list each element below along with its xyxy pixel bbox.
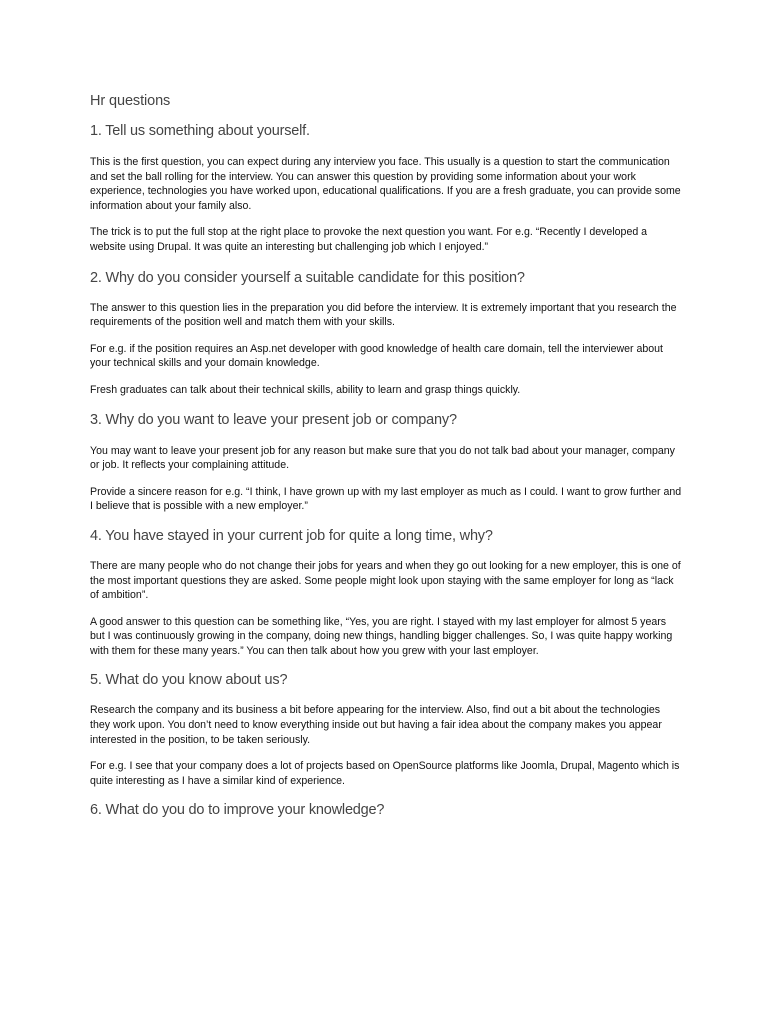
answer-paragraph-2a: The answer to this question lies in the preparation you did before the interview. It is extremely important that you research the requirements of the position well and match them with your skills.	[90, 301, 677, 329]
document-title: Hr questions	[90, 93, 171, 109]
answer-paragraph-3b: Provide a sincere reason for e.g. “I think, I have grown up with my last employer as much as I could. I want to grow further and I believe that is possible with a new employer.”	[90, 485, 682, 513]
answer-paragraph-3a: You may want to leave your present job for any reason but make sure that you do not talk bad about your manager, company or job. It reflects your complaining attitude.	[90, 444, 675, 472]
answer-paragraph-4b: A good answer to this question can be something like, “Yes, you are right. I stayed with my last employer for almost 5 years but I was continuously growing in the company, doing new things, handling bigger challenges. So, I was quite happy working with them for these many years.” You can then talk about how you grew with your last employer.	[90, 615, 673, 657]
answer-paragraph-2c: Fresh graduates can talk about their technical skills, ability to learn and grasp things quickly.	[90, 383, 521, 396]
question-heading-4: 4. You have stayed in your current job for quite a long time, why?	[90, 527, 493, 544]
question-heading-6: 6. What do you do to improve your knowledge?	[90, 802, 385, 819]
answer-paragraph-4a: There are many people who do not change their jobs for years and when they go out looking for a new employer, this is one of the most important questions they are asked. Some people might look upon staying with the same employer for long as “lack of ambition”.	[90, 559, 681, 602]
question-heading-3: 3. Why do you want to leave your present job or company?	[90, 411, 457, 428]
answer-paragraph-1a: This is the first question, you can expect during any interview you face. This usually is a question to start the communication and set the ball rolling for the interview. You can answer this question by providing some information about your work experience, technologies you have worked upon, educational qualifications. If you are a fresh graduate, you can provide some information about your family also.	[90, 156, 681, 212]
answer-paragraph-5b: For e.g. I see that your company does a lot of projects based on OpenSource platforms like Joomla, Drupal, Magento which is quite interesting as I have a similar kind of experience.	[90, 760, 680, 787]
question-heading-1: 1. Tell us something about yourself.	[90, 123, 310, 139]
answer-paragraph-5a: Research the company and its business a bit before appearing for the interview. Also, find out a bit about the technologies they work upon. You don’t need to know everything inside out but having a fair idea about the company makes you appear interested in the position, to be taken seriously.	[90, 704, 662, 746]
document-page	[90, 88, 682, 821]
answer-paragraph-1b: The trick is to put the full stop at the right place to provoke the next question you want. For e.g. “Recently I developed a website using Drupal. It was quite an interesting but challenging job which I enjoyed.”	[90, 226, 648, 253]
question-heading-2: 2. Why do you consider yourself a suitable candidate for this position?	[90, 269, 525, 286]
answer-paragraph-2b: For e.g. if the position requires an Asp.net developer with good knowledge of health care domain, tell the interviewer about your technical skills and your domain knowledge.	[90, 342, 663, 370]
question-heading-5: 5. What do you know about us?	[90, 672, 288, 689]
